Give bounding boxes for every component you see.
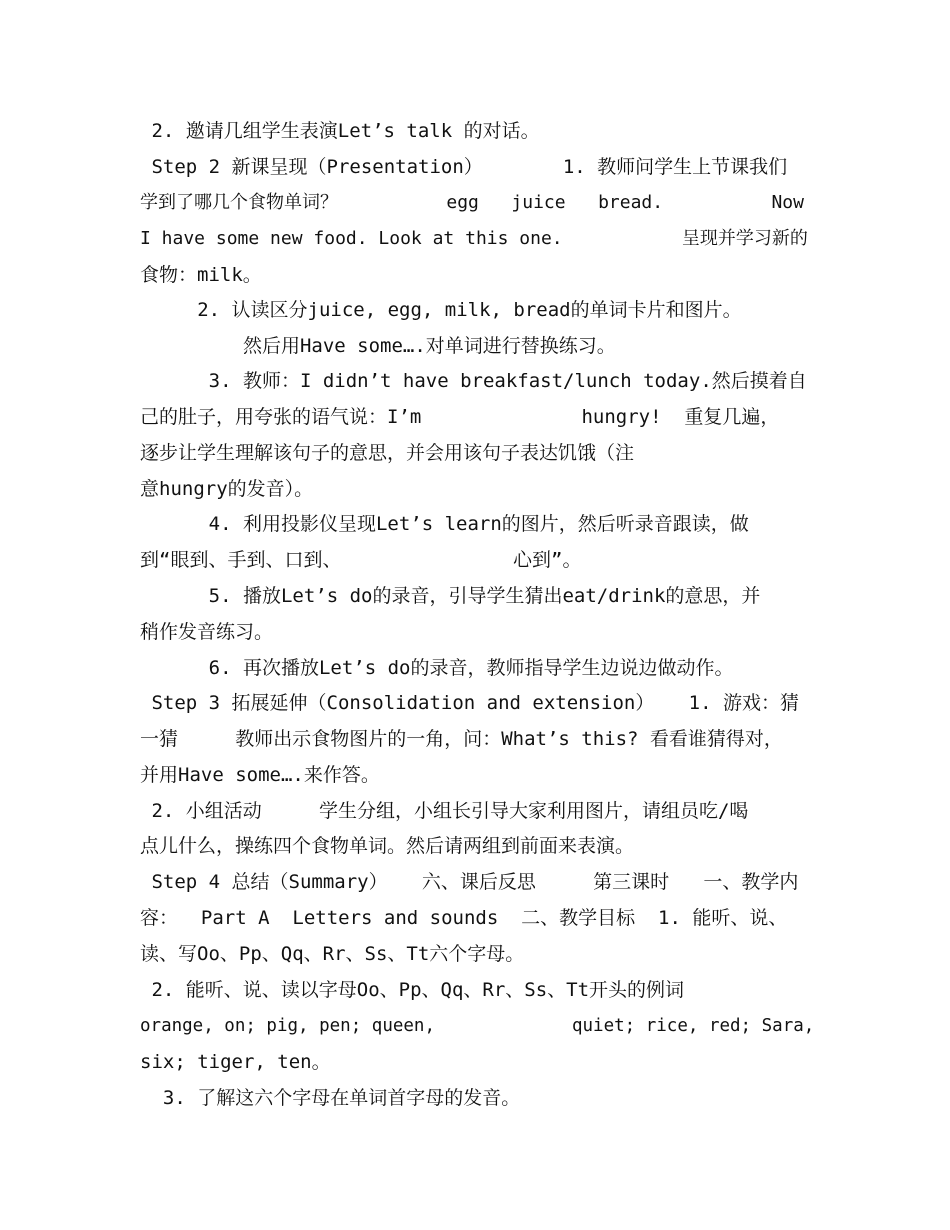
text-line: 2. 能听、说、读以字母Oo、Pp、Qq、Rr、Ss、Tt开头的例词 [140, 979, 685, 1001]
text-line: 一猜 教师出示食物图片的一角，问：What’s this? 看看谁猜得对， [140, 728, 783, 750]
text-line: six; tiger, ten。 [140, 1051, 331, 1073]
text-line: 3. 了解这六个字母在单词首字母的发音。 [140, 1087, 521, 1109]
text-line: Step 4 总结（Summary） 六、课后反思 第三课时 一、教学内 [140, 871, 799, 893]
text-line: Step 3 拓展延伸（Consolidation and extension） 1. 游戏：猜 [140, 692, 799, 714]
text-line: 6. 再次播放Let’s do的录音，教师指导学生边说边做动作。 [140, 657, 734, 679]
text-line: 学到了哪几个食物单词？ egg juice bread. Now [140, 192, 804, 213]
text-line: 5. 播放Let’s do的录音，引导学生猜出eat/drink的意思，并 [140, 585, 761, 607]
text-line: 并用Have some….来作答。 [140, 764, 380, 786]
text-line: 读、写Oo、Pp、Qq、Rr、Ss、Tt六个字母。 [140, 943, 525, 965]
text-line: 己的肚子，用夸张的语气说：I’m hungry! 重复几遍， [140, 406, 780, 428]
text-line: 然后用Have some….对单词进行替换练习。 [140, 335, 616, 357]
text-line: 到“眼到、手到、口到、 心到”。 [140, 549, 582, 571]
text-line: 3. 教师：I didn’t have breakfast/lunch today.然后摸着自 [140, 370, 807, 392]
text-line: 2. 邀请几组学生表演Let’s talk 的对话。 [140, 120, 540, 142]
text-line: 逐步让学生理解该句子的意思，并会用该句子表达饥饿（注 [140, 442, 635, 464]
text-line: 2. 小组活动 学生分组，小组长引导大家利用图片，请组员吃/喝 [140, 800, 749, 822]
text-line: 容： Part A Letters and sounds 二、教学目标 1. 能听、说、 [140, 907, 788, 929]
text-line: I have some new food. Look at this one. 呈现并学习新的 [140, 228, 808, 249]
text-line: 食物：milk。 [140, 264, 262, 286]
text-line: 稍作发音练习。 [140, 621, 274, 643]
text-line: 4. 利用投影仪呈现Let’s learn的图片，然后听录音跟读，做 [140, 513, 749, 535]
text-line: 点儿什么，操练四个食物单词。然后请两组到前面来表演。 [140, 835, 635, 857]
text-line: Step 2 新课呈现（Presentation） 1. 教师问学生上节课我们 [140, 156, 788, 178]
text-line: orange, on; pig, pen; queen, quiet; rice, red; Sara, [140, 1016, 815, 1036]
text-line: 意hungry的发音）。 [140, 478, 314, 500]
text-line: 2. 认读区分juice, egg, milk, bread的单词卡片和图片。 [140, 299, 742, 321]
